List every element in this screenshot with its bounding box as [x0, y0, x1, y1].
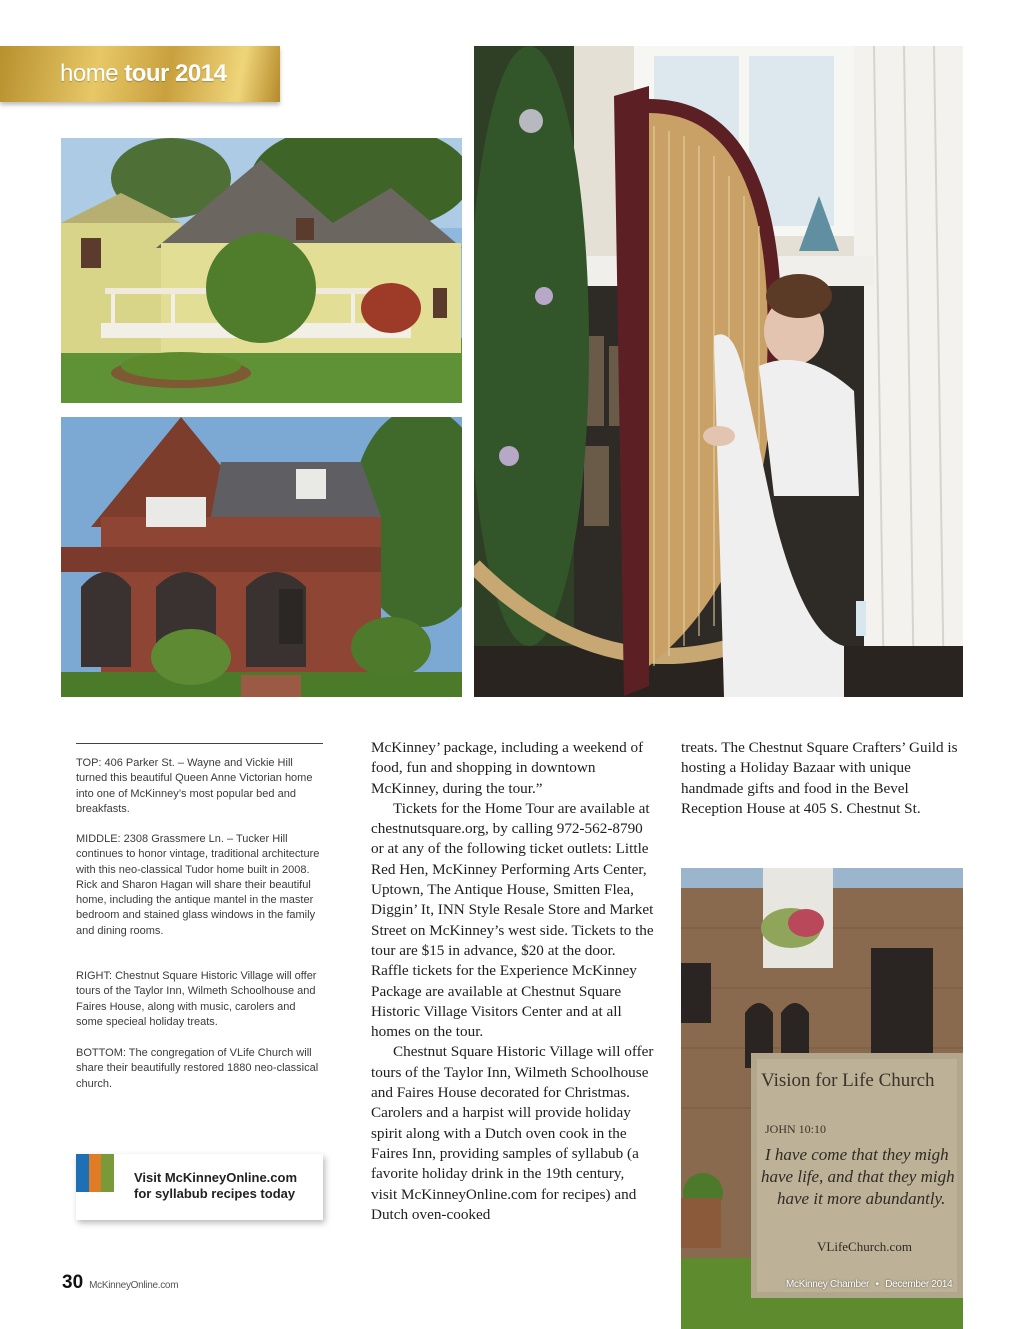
church-sign-verse-line: have it more abundantly. [777, 1189, 946, 1208]
article-column-1 [371, 738, 654, 1225]
caption-right: RIGHT: Chestnut Square Historic Village will offer tours of the Taylor Inn, Wilmeth Schoolhouse and Faires House, along with music, carolers and some specieal holiday treats. [76, 970, 317, 1028]
article-paragraph: Chestnut Square Historic Village will offer tours of the Taylor Inn, Wilmeth Schoolhouse and Faires House decorated for Christmas. Carolers and a harpist will provide holiday spirit along with a Dutch oven cook in the Faires Inn, providing samples of syllabub (a favorite holiday drink in the 19th century, visit McKinneyOnline.com for recipes) and Dutch oven-cooked [371, 1043, 654, 1223]
section-title-word2: tour 2014 [124, 60, 227, 87]
caption-rule [76, 743, 323, 744]
church-sign-verse-line: have life, and that they migh [761, 1167, 955, 1186]
footer-publication-name: McKinney Chamber [786, 1279, 870, 1290]
section-banner [0, 46, 280, 102]
caption-middle: MIDDLE: 2308 Grassmere Ln. – Tucker Hill continues to honor vintage, traditional architecture with this neo-classical Tudor home built in 2008. Rick and Sharon Hagan will share their beautiful home, including the antique mantel in the master bedroom and stained glass windows in the family and dining rooms. [76, 833, 320, 937]
church-sign-verse-ref: JOHN 10:10 [765, 1122, 827, 1136]
caption-bottom: BOTTOM: The congregation of VLife Church will share their beautifully restored 1880 neo-classical church. [76, 1047, 319, 1090]
article-paragraph: McKinney’ package, including a weekend of food, fun and shopping in downtown McKinney, during the tour.” [371, 739, 644, 797]
article-paragraph: Tickets for the Home Tour are available at chestnutsquare.org, by calling 972-562-8790 or at any of the following ticket outlets: Little Red Hen, McKinney Performing Arts Center, Uptown, The Antique House, Smitten Flea, Diggin’ It, INN Style Resale Store and Market Street on McKinney’s west side. Tickets to the tour are $15 in advance, $20 at the door. Raffle tickets for the Experience McKinney Package are available at Chestnut Square Historic Village Visitors Center and at all homes on the tour. [371, 799, 654, 1041]
footer-left [62, 1272, 178, 1294]
section-title [60, 60, 226, 88]
photo-tudor-house [61, 417, 462, 697]
footer-bullet: • [875, 1279, 879, 1290]
photo-victorian-house [61, 138, 462, 403]
callout-line1: Visit McKinneyOnline.com [134, 1170, 298, 1185]
footer-publication [786, 1279, 952, 1290]
article-paragraph: treats. The Chestnut Square Crafters’ Guild is hosting a Holiday Bazaar with unique handmade gifts and food in the Bevel Reception House at 405 S. Chestnut St. [681, 739, 958, 817]
callout-bar-blue [76, 1154, 89, 1192]
callout-line2: for syllabub recipes today [134, 1186, 296, 1201]
callout-text [134, 1170, 297, 1202]
church-sign-title: Vision for Life Church [761, 1070, 935, 1091]
article-column-2 [681, 738, 964, 819]
caption-top: TOP: 406 Parker St. – Wayne and Vickie Hill turned this beautiful Queen Anne Victorian home into one of McKinney’s most popular bed and breakfasts. [76, 757, 313, 815]
section-title-word1: home [60, 60, 119, 87]
photo-church-sign [681, 868, 963, 1329]
church-sign-url: VLifeChurch.com [817, 1239, 912, 1254]
church-sign-verse-line: I have come that they migh [765, 1145, 949, 1164]
photo-harpist [474, 46, 963, 697]
recipe-callout [76, 1154, 323, 1220]
footer-issue: December 2014 [885, 1279, 953, 1290]
page-number: 30 [62, 1272, 84, 1293]
callout-bar-green [101, 1154, 114, 1192]
callout-bar-orange [89, 1154, 102, 1192]
callout-color-bars [76, 1154, 114, 1192]
footer-site: McKinneyOnline.com [89, 1280, 179, 1291]
